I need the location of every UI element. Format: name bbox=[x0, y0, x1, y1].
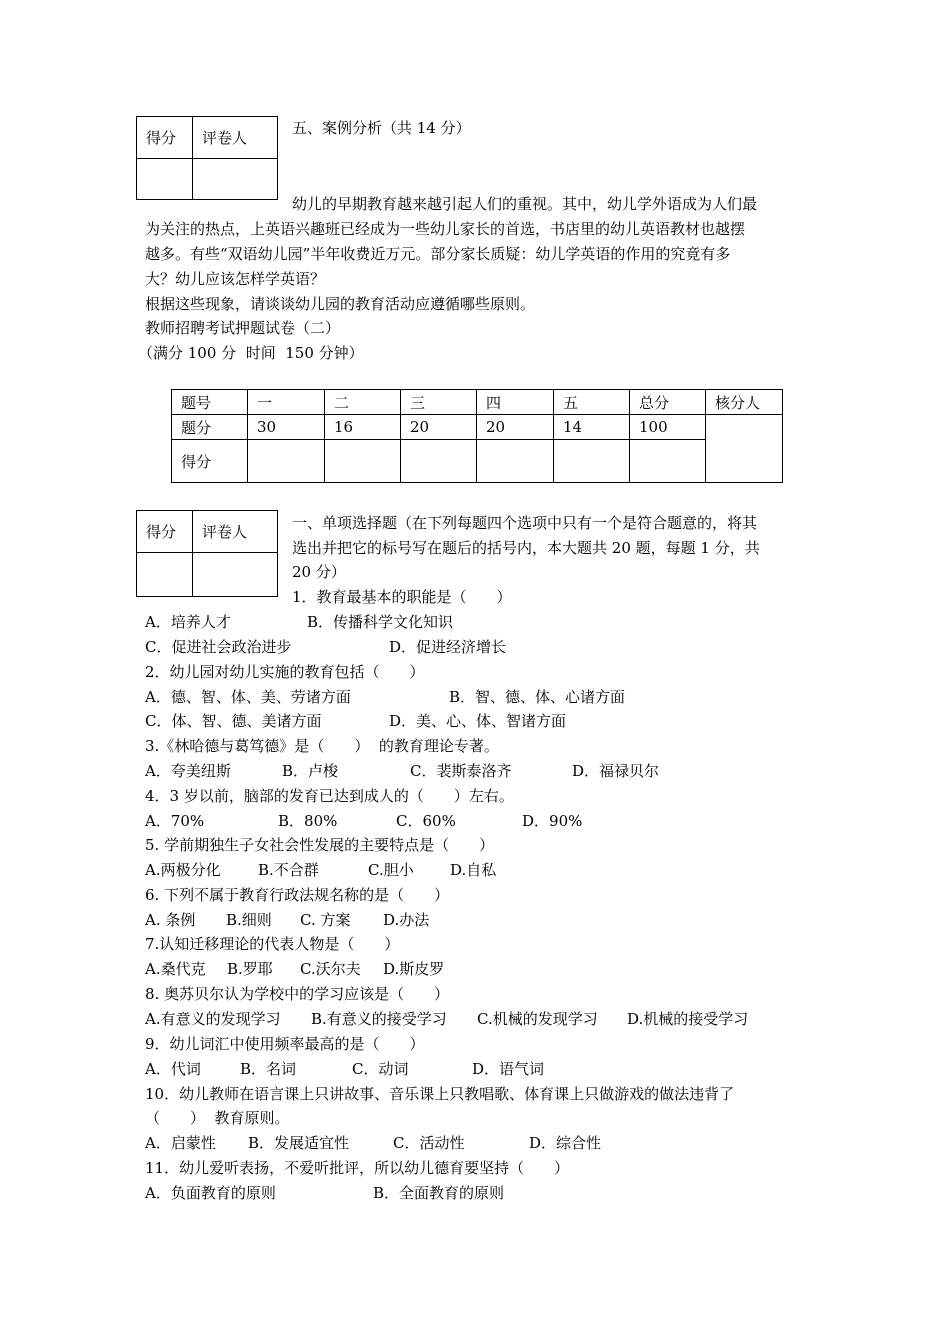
option-b: B．传播科学文化知识 bbox=[307, 613, 454, 631]
grader-label: 评卷人 bbox=[193, 511, 278, 553]
section5-para-line4: 大？幼儿应该怎样学英语？ bbox=[145, 270, 326, 288]
option-c: C．促进社会政治进步 bbox=[145, 638, 292, 656]
score-cell bbox=[630, 440, 706, 483]
section5-heading: 五、案例分析（共 14 分） bbox=[292, 119, 471, 137]
grader-label: 评卷人 bbox=[193, 117, 278, 159]
score-table bbox=[171, 389, 783, 483]
header-cell: 总分 bbox=[630, 390, 706, 415]
option-d: D.机械的接受学习 bbox=[627, 1010, 749, 1028]
score-cell bbox=[325, 440, 401, 483]
option-b: B.不合群 bbox=[258, 861, 319, 879]
grader-box-top bbox=[136, 116, 278, 200]
score-cell bbox=[248, 440, 325, 483]
exam-subtitle: （满分 100 分 时间 150 分钟） bbox=[138, 344, 364, 362]
option-d: D．语气词 bbox=[472, 1060, 545, 1078]
header-cell: 五 bbox=[554, 390, 630, 415]
option-b: B．80% bbox=[278, 812, 338, 830]
points-cell: 20 bbox=[477, 415, 554, 440]
points-cell: 14 bbox=[554, 415, 630, 440]
option-c: C．体、智、德、美诸方面 bbox=[145, 712, 322, 730]
score-cell bbox=[477, 440, 554, 483]
section5-para-line2: 为关注的热点，上英语兴趣班已经成为一些幼儿家长的首选，书店里的幼儿英语教材也越摆 bbox=[145, 220, 746, 238]
option-c: C.机械的发现学习 bbox=[477, 1010, 598, 1028]
option-a: A．培养人才 bbox=[145, 613, 231, 631]
score-label: 得分 bbox=[137, 511, 193, 553]
option-c: C．60% bbox=[396, 812, 456, 830]
option-a: A. 条例 bbox=[145, 911, 196, 929]
option-c: C．活动性 bbox=[393, 1134, 465, 1152]
points-cell: 30 bbox=[248, 415, 325, 440]
option-c: C.沃尔夫 bbox=[300, 960, 361, 978]
question-stem: 9．幼儿词汇中使用频率最高的是（ ） bbox=[145, 1035, 425, 1053]
header-cell: 二 bbox=[325, 390, 401, 415]
score-table-points-row bbox=[172, 415, 783, 440]
option-d: D.自私 bbox=[450, 861, 497, 879]
option-d: D．综合性 bbox=[529, 1134, 602, 1152]
exam-title: 教师招聘考试押题试卷（二） bbox=[145, 319, 341, 337]
score-cell bbox=[137, 553, 193, 597]
question-stem: 7.认知迁移理论的代表人物是（ ） bbox=[145, 935, 400, 953]
section5-para-line3: 越多。有些“双语幼儿园”半年收费近万元。部分家长质疑：幼儿学英语的作用的究竟有多 bbox=[145, 245, 731, 263]
header-cell: 一 bbox=[248, 390, 325, 415]
option-d: D．90% bbox=[522, 812, 583, 830]
option-c: C．裴斯泰洛齐 bbox=[410, 762, 512, 780]
grader-cell bbox=[193, 159, 278, 200]
option-d: D.斯皮罗 bbox=[383, 960, 445, 978]
option-a: A．夸美纽斯 bbox=[145, 762, 231, 780]
option-b: B.有意义的接受学习 bbox=[311, 1010, 447, 1028]
option-b: B．发展适宜性 bbox=[248, 1134, 350, 1152]
score-label: 得分 bbox=[137, 117, 193, 159]
question-stem: 5. 学前期独生子女社会性发展的主要特点是（ ） bbox=[145, 836, 495, 854]
option-a: A．启蒙性 bbox=[145, 1134, 216, 1152]
header-cell: 三 bbox=[401, 390, 477, 415]
question-stem: 3.《林哈德与葛笃德》是（ ） 的教育理论专著。 bbox=[145, 737, 499, 755]
option-a: A.桑代克 bbox=[145, 960, 206, 978]
score-cell bbox=[554, 440, 630, 483]
points-cell: 20 bbox=[401, 415, 477, 440]
question-stem: 1．教育最基本的职能是（ ） bbox=[292, 588, 512, 606]
option-d: D．福禄贝尔 bbox=[572, 762, 660, 780]
grader-cell bbox=[193, 553, 278, 597]
section1-heading-line3: 20 分） bbox=[292, 563, 346, 581]
option-b: B.罗耶 bbox=[227, 960, 273, 978]
option-b: B．卢梭 bbox=[282, 762, 339, 780]
header-cell: 题号 bbox=[172, 390, 248, 415]
option-a: A.两极分化 bbox=[145, 861, 221, 879]
option-c: C.胆小 bbox=[368, 861, 414, 879]
question-stem: 2．幼儿园对幼儿实施的教育包括（ ） bbox=[145, 663, 425, 681]
grader-box-mid bbox=[136, 510, 278, 597]
score-row-label: 得分 bbox=[172, 440, 248, 483]
checker-cell bbox=[706, 415, 783, 483]
option-a: A．代词 bbox=[145, 1060, 201, 1078]
section1-heading-line2: 选出并把它的标号写在题后的括号内，本大题共 20 题，每题 1 分，共 bbox=[292, 539, 760, 557]
option-a: A．德、智、体、美、劳诸方面 bbox=[145, 688, 351, 706]
points-cell: 题分 bbox=[172, 415, 248, 440]
score-cell bbox=[401, 440, 477, 483]
score-table-score-row bbox=[172, 440, 783, 483]
option-d: D．促进经济增长 bbox=[389, 638, 507, 656]
points-cell: 16 bbox=[325, 415, 401, 440]
option-c: C．动词 bbox=[352, 1060, 409, 1078]
option-c: C. 方案 bbox=[300, 911, 351, 929]
option-b: B．全面教育的原则 bbox=[373, 1184, 505, 1202]
question-stem: 11．幼儿爱听表扬，不爱听批评，所以幼儿德育要坚持（ ） bbox=[145, 1159, 570, 1177]
option-d: D．美、心、体、智诸方面 bbox=[389, 712, 567, 730]
points-cell: 100 bbox=[630, 415, 706, 440]
option-b: B.细则 bbox=[226, 911, 272, 929]
question-stem-line1: 10．幼儿教师在语言课上只讲故事、音乐课上只教唱歌、体育课上只做游戏的做法违背了 bbox=[145, 1085, 735, 1103]
header-cell: 核分人 bbox=[706, 390, 783, 415]
question-stem: 8. 奥苏贝尔认为学校中的学习应该是（ ） bbox=[145, 985, 450, 1003]
score-cell bbox=[137, 159, 193, 200]
question-stem: 6. 下列不属于教育行政法规名称的是（ ） bbox=[145, 886, 450, 904]
option-b: B．智、德、体、心诸方面 bbox=[449, 688, 626, 706]
option-b: B．名词 bbox=[240, 1060, 297, 1078]
section5-para-line1: 幼儿的早期教育越来越引起人们的重视。其中，幼儿学外语成为人们最 bbox=[292, 195, 758, 213]
header-cell: 四 bbox=[477, 390, 554, 415]
question-stem-line2: （ ） 教育原则。 bbox=[145, 1109, 290, 1127]
option-a: A.有意义的发现学习 bbox=[145, 1010, 281, 1028]
section1-heading-line1: 一、单项选择题（在下列每题四个选项中只有一个是符合题意的，将其 bbox=[292, 514, 758, 532]
option-d: D.办法 bbox=[383, 911, 430, 929]
option-a: A．负面教育的原则 bbox=[145, 1184, 276, 1202]
option-a: A．70% bbox=[145, 812, 205, 830]
question-stem: 4．3 岁以前，脑部的发育已达到成人的（ ）左右。 bbox=[145, 787, 514, 805]
score-table-header-row bbox=[172, 390, 783, 415]
section5-question: 根据这些现象，请谈谈幼儿园的教育活动应遵循哪些原则。 bbox=[145, 295, 536, 313]
